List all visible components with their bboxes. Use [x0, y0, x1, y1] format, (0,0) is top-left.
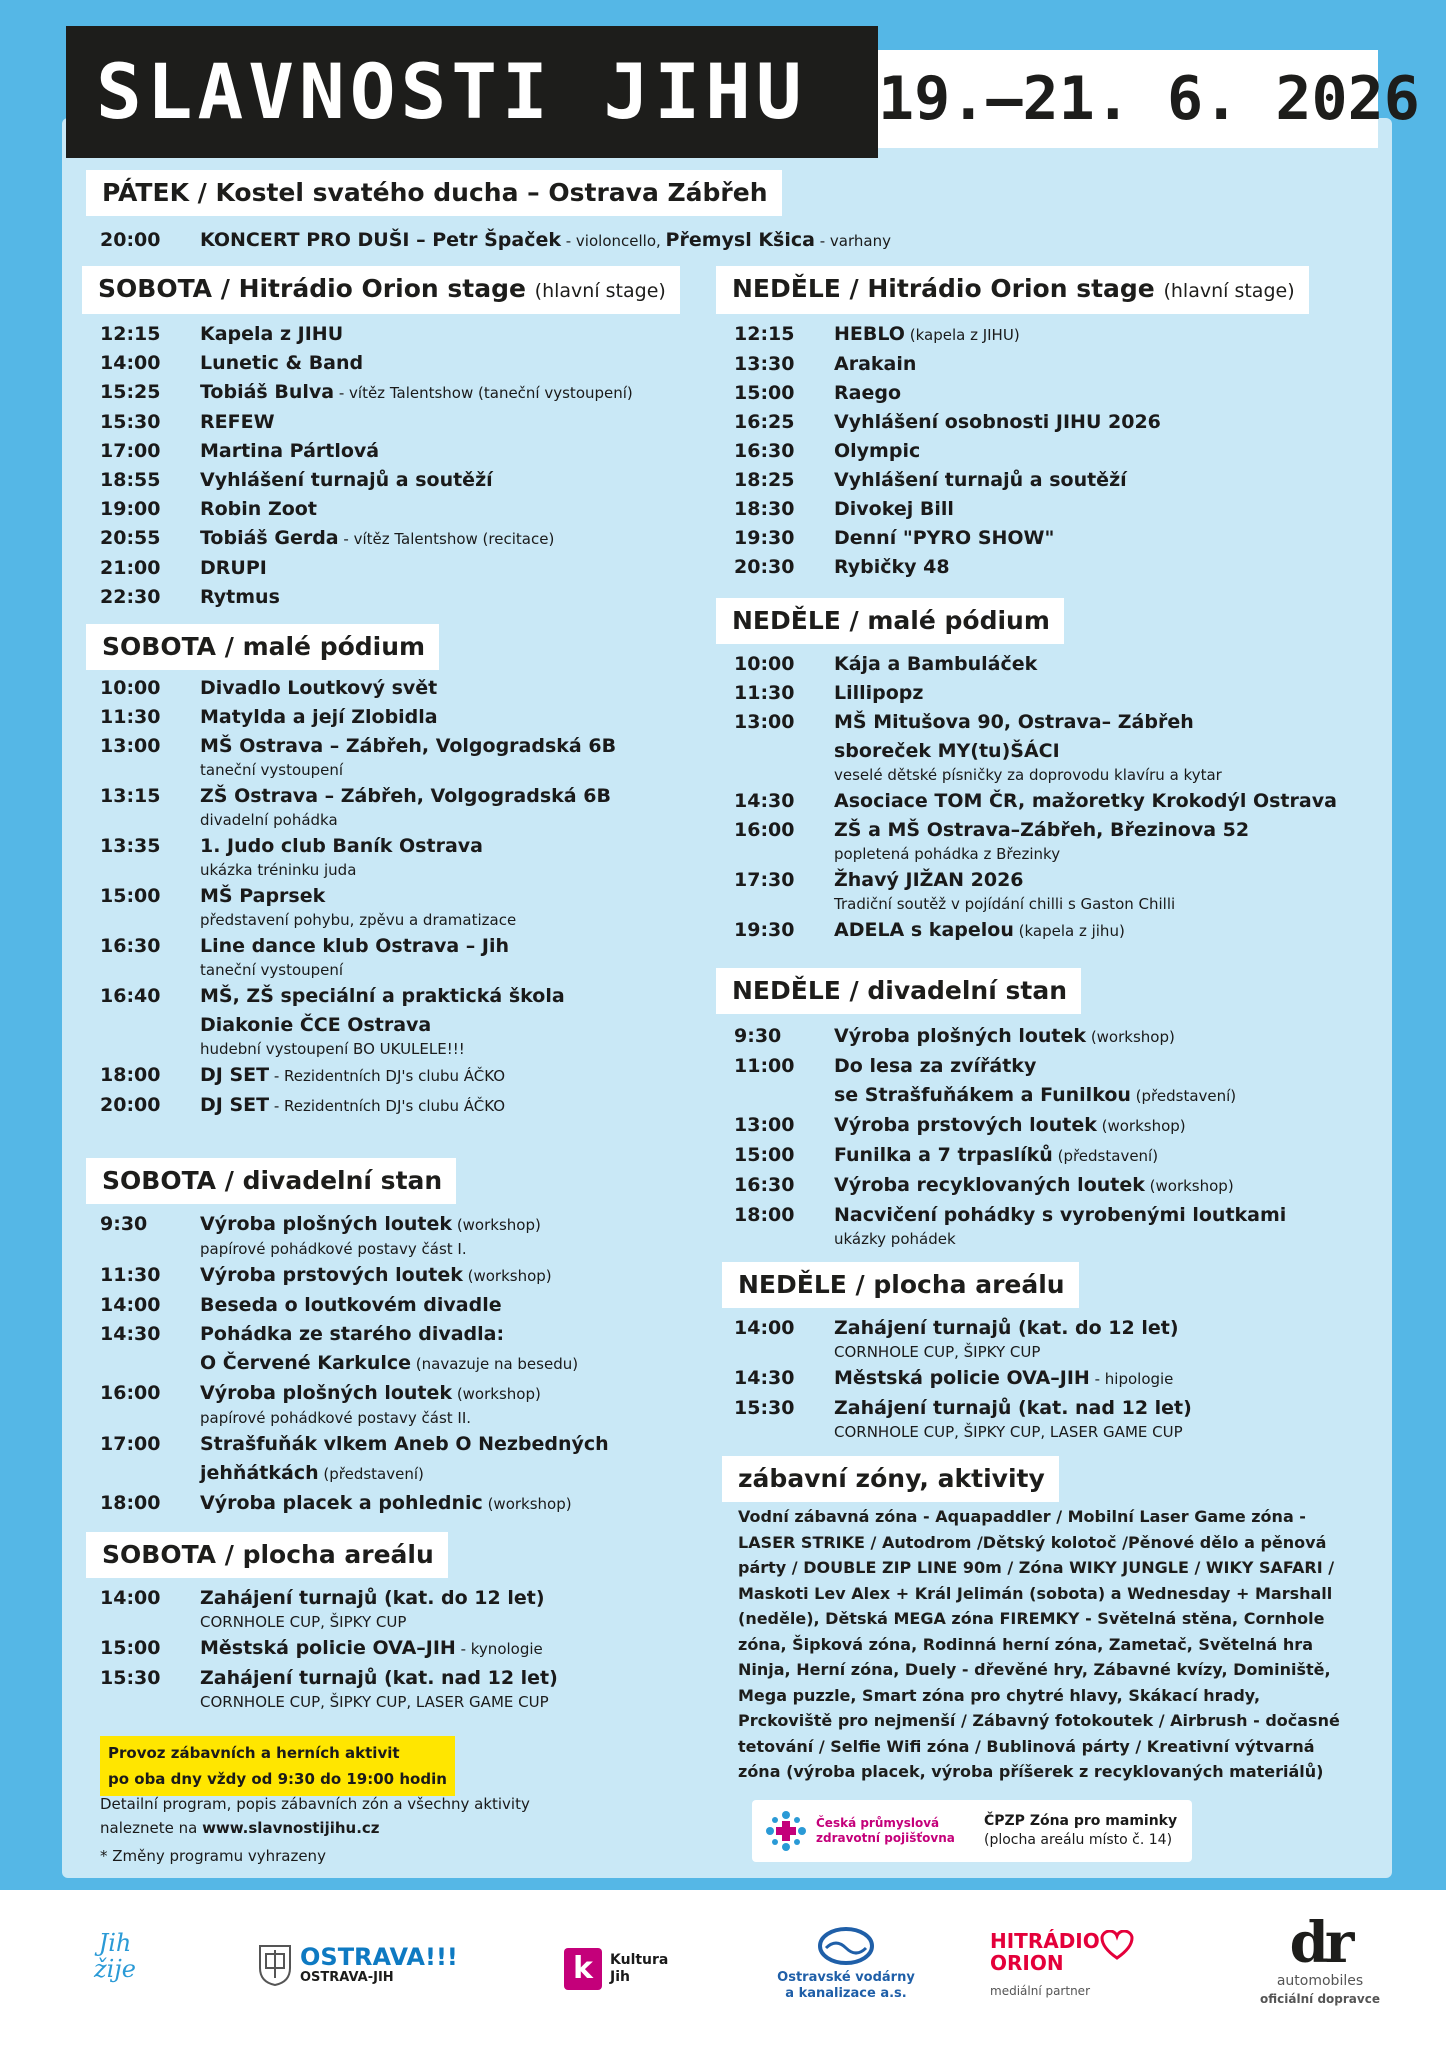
ostrava-jih-logo — [258, 1944, 478, 1986]
list-item — [100, 1634, 558, 1664]
event-detail: (navazuje na besedu) — [411, 1355, 579, 1373]
event-detail: (workshop) — [482, 1495, 572, 1513]
changes-note: * Změny programu vyhrazeny — [100, 1847, 326, 1865]
event-name: Diakonie ČCE Ostrava — [200, 1014, 432, 1036]
event-name: DJ SET — [200, 1094, 270, 1116]
list-item — [100, 1061, 616, 1091]
sun-small-program — [734, 650, 1337, 946]
time: 20:00 — [100, 1094, 161, 1116]
list-item — [734, 408, 1161, 437]
list-item — [734, 1052, 1286, 1081]
list-item — [100, 1261, 609, 1291]
event-name: Tobiáš Bulva — [200, 381, 335, 403]
section-sat-main — [82, 266, 680, 314]
event-detail: (kapela z JIHU) — [904, 326, 1020, 344]
event-name: Vyhlášení turnajů a soutěží — [834, 469, 1127, 491]
time: 11:30 — [100, 706, 161, 728]
list-item — [100, 1210, 609, 1240]
cpzp-sponsor-box — [752, 1800, 1192, 1862]
event-name: MŠ, ZŠ speciální a praktická škola — [200, 985, 565, 1007]
section-sun-small: NEDĚLE / malé pódium — [716, 598, 1064, 644]
sat-area-program — [100, 1584, 558, 1714]
notice-line: po oba dny vždy od 9:30 do 19:00 hodin — [108, 1770, 447, 1788]
website-link[interactable]: www.slavnostijihu.cz — [202, 1819, 380, 1837]
event-name: Matylda a její Zlobidla — [200, 706, 438, 728]
event-note: taneční vystoupení — [200, 761, 344, 779]
official-carrier-label: oficiální dopravce — [1260, 1992, 1380, 2006]
event-name: Beseda o loutkovém divadle — [200, 1294, 502, 1316]
event-name: Zahájení turnajů (kat. do 12 let) — [200, 1587, 545, 1609]
event-detail: - vítěz Talentshow (recitace) — [338, 530, 555, 548]
opening-hours-notice — [100, 1736, 455, 1796]
time — [100, 1011, 200, 1040]
event-note: Tradiční soutěž v pojídání chilli s Gaston Chilli — [834, 895, 1176, 913]
list-item — [100, 349, 633, 378]
time: 16:40 — [100, 985, 161, 1007]
event-name: DRUPI — [200, 557, 267, 579]
event-name: Zahájení turnajů (kat. do 12 let) — [834, 1317, 1179, 1339]
kultura-text: Kultura — [610, 1952, 669, 1968]
time: 13:30 — [734, 353, 795, 375]
time: 13:00 — [734, 711, 795, 733]
section-friday: PÁTEK / Kostel svatého ducha – Ostrava Zábřeh — [86, 170, 782, 216]
time — [100, 1349, 200, 1379]
list-item — [100, 1320, 609, 1349]
event-name: se Strašfuňákem a Funilkou — [834, 1084, 1131, 1106]
dr-text: dr — [1289, 1910, 1351, 1976]
time: 15:30 — [734, 1397, 795, 1419]
info-line: Detailní program, popis zábavních zón a všechny aktivity — [100, 1795, 530, 1813]
time: 14:30 — [100, 1323, 161, 1345]
media-partner-label: mediální partner — [990, 1984, 1090, 1998]
list-item — [734, 1081, 1286, 1111]
list-item — [734, 320, 1161, 350]
event-name: Městská policie OVA–JIH — [200, 1637, 456, 1659]
event-name: MŠ Paprsek — [200, 885, 326, 907]
time: 16:30 — [734, 1174, 795, 1196]
event-name: Výroba prstových loutek — [834, 1114, 1097, 1136]
kultura-jih-logo — [564, 1948, 684, 1990]
time: 12:15 — [734, 323, 795, 345]
time: 15:30 — [100, 411, 161, 433]
event-detail: - Rezidentních DJ's clubu ÁČKO — [269, 1097, 506, 1115]
list-item — [100, 1011, 616, 1040]
event-name: Divokej Bill — [834, 498, 954, 520]
time: 16:00 — [734, 819, 795, 841]
time — [100, 1459, 200, 1489]
event-name: O Červené Karkulce — [200, 1352, 412, 1374]
time: 19:30 — [734, 527, 795, 549]
list-item — [100, 832, 616, 861]
jih-zije-logo: Jih žije — [94, 1929, 136, 1983]
ostrava-jih-text: OSTRAVA-JIH — [300, 1970, 394, 1985]
event-name: Rybičky 48 — [834, 556, 950, 578]
zones-description: Vodní zábavná zóna - Aquapaddler / Mobilní Laser Game zóna - LASER STRIKE / Autodrom /Dětský kolotoč /Pěnové dělo a pěnová párty / DOUBLE ZIP LINE 90m / Zóna WIKY JUNGLE / WIKY SAFARI / Maskoti Lev Alex + Král Jelimán (sobota) a Wednesday + Marshall (neděle), Dětská MEGA zóna FIREMKY - Světelná stěna, Cornhole zóna, Šipková zóna, Rodinná herní zóna, Zametač, Světelná hra Ninja, Herní zóna, Duely - dřevěné hry, Zábavné kvízy, Dominiště, Mega puzzle, Smart zóna pro chytré hlavy, Skákací hrady, Prckoviště pro nejmenší / Zábavný fotokoutek / Airbrush - dočasné tetování / Selfie Wifi zóna / Bublinová párty / Kreativní výtvarná zóna (výroba placek, výroba příšerek z recyklovaných materiálů) — [738, 1507, 1340, 1781]
list-item — [734, 1201, 1286, 1230]
event-name: Lillipopz — [834, 682, 924, 704]
time: 14:00 — [100, 352, 161, 374]
list-item — [100, 1291, 609, 1320]
time: 19:00 — [100, 498, 161, 520]
event-name: ZŠ Ostrava – Zábřeh, Volgogradská 6B — [200, 785, 611, 807]
event-name: Výroba placek a pohlednic — [200, 1492, 483, 1514]
event-detail: (kapela z jihu) — [1013, 922, 1125, 940]
list-item — [734, 524, 1161, 553]
event-name: Městská policie OVA–JIH — [834, 1367, 1090, 1389]
time: 11:30 — [734, 682, 795, 704]
ostrava-text: OSTRAVA!!! — [300, 1943, 458, 1971]
sat-tent-program — [100, 1210, 609, 1519]
event-name: Přemysl Kšica — [665, 229, 815, 251]
list-item — [100, 1664, 558, 1693]
event-detail: (workshop) — [452, 1216, 541, 1234]
event-detail: (představení) — [1052, 1147, 1159, 1165]
event-name: Line dance klub Ostrava – Jih — [200, 935, 510, 957]
heart-icon — [1100, 1930, 1134, 1960]
ostrava-coat-of-arms-icon — [258, 1944, 292, 1986]
time: 9:30 — [734, 1025, 782, 1047]
list-item — [100, 320, 633, 349]
list-item — [734, 379, 1161, 408]
time: 20:00 — [100, 229, 161, 251]
section-sat-tent: SOBOTA / divadelní stan — [86, 1158, 456, 1204]
event-detail: (workshop) — [462, 1267, 552, 1285]
event-name: ZŠ a MŠ Ostrava–Zábřeh, Březinova 52 — [834, 819, 1250, 841]
event-name: Pohádka ze starého divadla: — [200, 1323, 505, 1345]
section-sun-tent: NEDĚLE / divadelní stan — [716, 968, 1081, 1014]
time: 20:55 — [100, 527, 161, 549]
list-item — [734, 1394, 1192, 1423]
event-name: Strašfuňák vlkem Aneb O Nezbedných — [200, 1433, 609, 1455]
ovak-wave-icon — [816, 1926, 876, 1966]
time: 12:15 — [100, 323, 161, 345]
event-name: Asociace TOM ČR, mažoretky Krokodýl Ostrava — [834, 790, 1337, 812]
event-detail: - kynologie — [455, 1640, 543, 1658]
list-item — [734, 1022, 1286, 1052]
time: 15:25 — [100, 381, 161, 403]
sat-main-program — [100, 320, 633, 612]
list-item — [100, 1430, 609, 1459]
list-item — [734, 866, 1337, 895]
list-item — [734, 553, 1161, 582]
list-item — [100, 583, 633, 612]
list-item — [100, 1459, 609, 1489]
event-detail: (workshop) — [1086, 1028, 1175, 1046]
event-name: Výroba prstových loutek — [200, 1264, 463, 1286]
event-name: Nacvičení pohádky s vyrobenými loutkami — [834, 1204, 1287, 1226]
event-name: Výroba plošných loutek — [834, 1025, 1087, 1047]
cpzp-brand: Česká průmyslová — [816, 1816, 940, 1830]
time: 19:30 — [734, 919, 795, 941]
event-detail: (představení) — [318, 1465, 424, 1483]
event-name: Zahájení turnajů (kat. nad 12 let) — [200, 1667, 558, 1689]
list-item — [734, 1314, 1192, 1343]
list-item — [100, 982, 616, 1011]
event-note: papírové pohádkové postavy část II. — [200, 1409, 472, 1427]
event-name: Tobiáš Gerda — [200, 527, 339, 549]
event-name: Arakain — [834, 353, 917, 375]
list-item — [100, 782, 616, 811]
event-name: Denní "PYRO SHOW" — [834, 527, 1055, 549]
event-detail: (workshop) — [1096, 1117, 1186, 1135]
time: 13:35 — [100, 835, 161, 857]
cpzp-logo — [764, 1809, 966, 1853]
list-item — [734, 816, 1337, 845]
list-item — [100, 378, 633, 408]
kultura-text: Jih — [610, 1969, 630, 1985]
festival-dates: 19.–21. 6. 2026 — [878, 50, 1378, 148]
time: 11:30 — [100, 1264, 161, 1286]
list-item — [734, 1111, 1286, 1141]
event-detail: (workshop) — [452, 1385, 541, 1403]
time: 13:15 — [100, 785, 161, 807]
section-subtitle: (hlavní stage) — [534, 280, 666, 302]
cpzp-cross-icon — [764, 1809, 808, 1853]
section-zones: zábavní zóny, aktivity — [722, 1456, 1059, 1502]
time: 18:25 — [734, 469, 795, 491]
event-note: představení pohybu, zpěvu a dramatizace — [200, 911, 517, 929]
time: 14:30 — [734, 1367, 795, 1389]
info-line: naleznete na — [100, 1819, 203, 1837]
event-name: Žhavý JIŽAN 2026 — [834, 869, 1024, 891]
event-detail: - Rezidentních DJ's clubu ÁČKO — [269, 1067, 506, 1085]
time: 14:30 — [734, 790, 795, 812]
time: 15:00 — [734, 382, 795, 404]
section-title: NEDĚLE / Hitrádio Orion stage — [732, 274, 1155, 303]
list-item — [734, 1364, 1192, 1394]
event-name: DJ SET — [200, 1064, 270, 1086]
event-note: ukázky pohádek — [834, 1230, 956, 1248]
event-name: MŠ Mitušova 90, Ostrava– Zábřeh — [834, 711, 1194, 733]
event-note: papírové pohádkové postavy část I. — [200, 1240, 467, 1258]
event-name: jehňátkách — [200, 1462, 319, 1484]
list-item — [100, 674, 616, 703]
list-item — [734, 787, 1337, 816]
event-name: Zahájení turnajů (kat. nad 12 let) — [834, 1397, 1192, 1419]
section-sun-main — [716, 266, 1309, 314]
section-sun-area: NEDĚLE / plocha areálu — [722, 1262, 1079, 1308]
time: 18:30 — [734, 498, 795, 520]
event-note: CORNHOLE CUP, ŠIPKY CUP — [200, 1613, 407, 1631]
time: 14:00 — [100, 1294, 161, 1316]
event-name: Rytmus — [200, 586, 280, 608]
event-note: taneční vystoupení — [200, 961, 344, 979]
list-item — [100, 437, 633, 466]
list-item — [100, 703, 616, 732]
section-sat-small: SOBOTA / malé pódium — [86, 624, 439, 670]
event-name: Kapela z JIHU — [200, 323, 344, 345]
event-detail: - violoncello, — [560, 232, 666, 250]
orion-text: ORION — [990, 1951, 1064, 1975]
event-name: Lunetic & Band — [200, 352, 364, 374]
event-name: KONCERT PRO DUŠI – Petr Špaček — [200, 229, 561, 251]
sun-main-program — [734, 320, 1161, 582]
time: 15:00 — [100, 1637, 161, 1659]
list-item — [100, 524, 633, 554]
list-item — [734, 916, 1337, 946]
time — [734, 737, 834, 766]
event-note: divadelní pohádka — [200, 811, 338, 829]
time: 16:30 — [100, 935, 161, 957]
time: 15:00 — [734, 1144, 795, 1166]
cpzp-zone-location: (plocha areálu místo č. 14) — [984, 1832, 1173, 1848]
event-name: 1. Judo club Baník Ostrava — [200, 835, 483, 857]
time: 9:30 — [100, 1213, 148, 1235]
time: 17:00 — [100, 1433, 161, 1455]
list-item — [100, 732, 616, 761]
event-name: MŠ Ostrava – Zábřeh, Volgogradská 6B — [200, 735, 617, 757]
event-name: Funilka a 7 trpaslíků — [834, 1144, 1053, 1166]
section-sat-area: SOBOTA / plocha areálu — [86, 1532, 448, 1578]
event-note: ukázka tréninku juda — [200, 861, 357, 879]
event-note: CORNHOLE CUP, ŠIPKY CUP — [834, 1343, 1041, 1361]
event-name: Martina Pártlová — [200, 440, 380, 462]
festival-title: SLAVNOSTI JIHU — [66, 26, 878, 158]
event-name: Vyhlášení turnajů a soutěží — [200, 469, 493, 491]
list-item — [100, 1379, 609, 1409]
event-name: Robin Zoot — [200, 498, 317, 520]
event-detail: (představení) — [1130, 1087, 1237, 1105]
list-item — [100, 1584, 558, 1613]
list-item — [100, 882, 616, 911]
list-item — [100, 495, 633, 524]
ovak-text: Ostravské vodárny — [777, 1970, 915, 1985]
time: 22:30 — [100, 586, 161, 608]
time: 15:30 — [100, 1667, 161, 1689]
time: 18:00 — [734, 1204, 795, 1226]
event-detail: (workshop) — [1144, 1177, 1234, 1195]
list-item — [100, 932, 616, 961]
list-item — [734, 679, 1337, 708]
notice-line: Provoz zábavních a herních aktivit — [108, 1744, 400, 1762]
event-name: Výroba plošných loutek — [200, 1213, 453, 1235]
list-item — [734, 1171, 1286, 1201]
event-note: CORNHOLE CUP, ŠIPKY CUP, LASER GAME CUP — [834, 1423, 1183, 1441]
list-item — [734, 437, 1161, 466]
automobiles-text: automobiles — [1276, 1973, 1364, 1989]
list-item — [734, 495, 1161, 524]
time: 17:30 — [734, 869, 795, 891]
event-name: Výroba plošných loutek — [200, 1382, 453, 1404]
ovak-text: a kanalizace a.s. — [785, 1986, 907, 2001]
event-note: hudební vystoupení BO UKULELE!!! — [200, 1040, 465, 1058]
list-item — [100, 1349, 609, 1379]
event-detail: - varhany — [814, 232, 891, 250]
partners-footer — [0, 1890, 1446, 2048]
more-info — [100, 1792, 530, 1840]
list-item — [734, 466, 1161, 495]
time: 16:00 — [100, 1382, 161, 1404]
event-name: ADELA s kapelou — [834, 919, 1014, 941]
time: 17:00 — [100, 440, 161, 462]
list-item — [100, 1091, 616, 1121]
time: 18:00 — [100, 1492, 161, 1514]
event-note: CORNHOLE CUP, ŠIPKY CUP, LASER GAME CUP — [200, 1693, 549, 1711]
cpzp-brand: zdravotní pojišťovna — [816, 1831, 955, 1845]
list-item — [100, 1489, 609, 1519]
event-note: veselé dětské písničky za doprovodu klavíru a kytar — [834, 766, 1222, 784]
event-name: Raego — [834, 382, 901, 404]
cpzp-zone-title: ČPZP Zóna pro maminky — [984, 1813, 1178, 1829]
event-name: REFEW — [200, 411, 275, 433]
time: 18:55 — [100, 469, 161, 491]
time: 10:00 — [100, 677, 161, 699]
time: 13:00 — [100, 735, 161, 757]
time: 14:00 — [734, 1317, 795, 1339]
event-name: sboreček MY(tu)ŠÁCI — [834, 740, 1060, 762]
section-subtitle: (hlavní stage) — [1163, 280, 1295, 302]
list-item — [100, 408, 633, 437]
section-title: SOBOTA / Hitrádio Orion stage — [98, 274, 526, 303]
list-item — [734, 650, 1337, 679]
time: 15:00 — [100, 885, 161, 907]
event-detail: - hipologie — [1089, 1370, 1174, 1388]
list-item — [100, 466, 633, 495]
time: 13:00 — [734, 1114, 795, 1136]
event-name: HEBLO — [834, 323, 905, 345]
sun-tent-program — [734, 1022, 1286, 1251]
hitradio-text: HITRÁDIO — [990, 1929, 1100, 1953]
time: 14:00 — [100, 1587, 161, 1609]
list-item — [100, 226, 891, 256]
sat-small-program — [100, 674, 616, 1121]
list-item — [100, 554, 633, 583]
time: 18:00 — [100, 1064, 161, 1086]
time: 10:00 — [734, 653, 795, 675]
event-detail: - vítěz Talentshow (taneční vystoupení) — [334, 384, 633, 402]
event-name: Vyhlášení osobnosti JIHU 2026 — [834, 411, 1161, 433]
event-name: Do lesa za zvířátky — [834, 1055, 1037, 1077]
list-item — [734, 737, 1337, 766]
list-item — [734, 350, 1161, 379]
event-name: Olympic — [834, 440, 921, 462]
time: 16:25 — [734, 411, 795, 433]
time — [734, 1081, 834, 1111]
event-note: popletená pohádka z Březinky — [834, 845, 1061, 863]
friday-program — [100, 226, 891, 256]
dr-automobiles-logo — [1250, 1910, 1390, 2008]
event-name: Divadlo Loutkový svět — [200, 677, 438, 699]
list-item — [734, 708, 1337, 737]
hitradio-orion-logo — [990, 1930, 1160, 2000]
event-name: Kája a Bambuláček — [834, 653, 1038, 675]
sun-area-program — [734, 1314, 1192, 1444]
kultura-k-icon: k — [564, 1948, 602, 1990]
time: 20:30 — [734, 556, 795, 578]
time: 16:30 — [734, 440, 795, 462]
list-item — [734, 1141, 1286, 1171]
time: 21:00 — [100, 557, 161, 579]
time: 11:00 — [734, 1055, 795, 1077]
event-name: Výroba recyklovaných loutek — [834, 1174, 1145, 1196]
ovak-logo — [756, 1926, 936, 2002]
